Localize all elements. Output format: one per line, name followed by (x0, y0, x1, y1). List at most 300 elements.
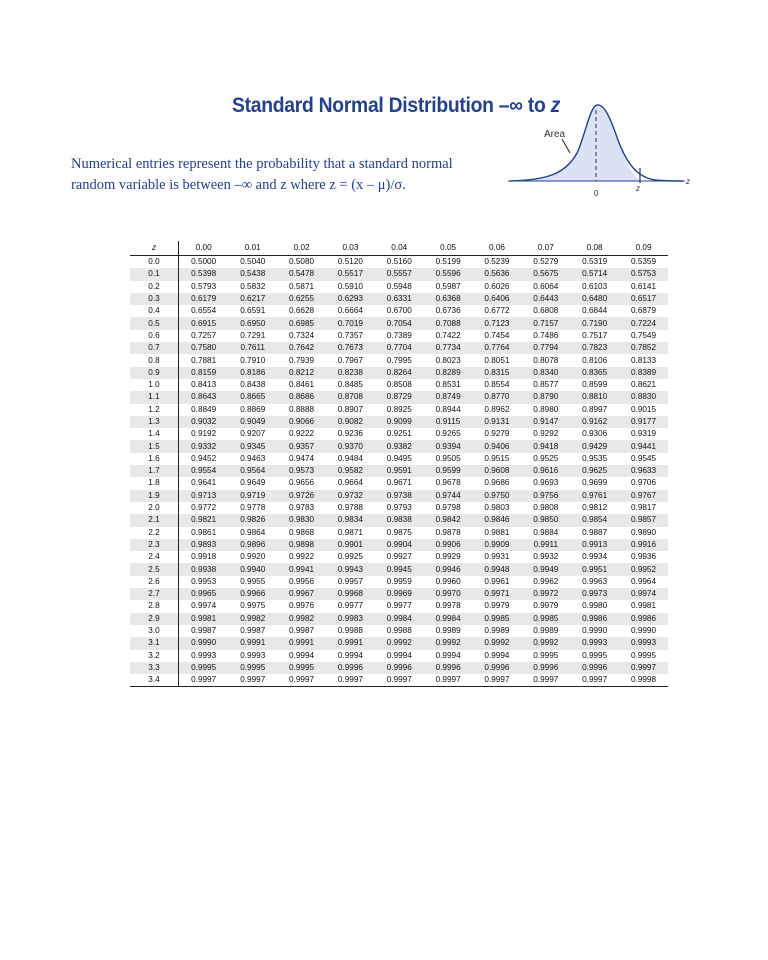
probability-cell: 0.8925 (386, 404, 412, 414)
probability-cell: 0.9649 (240, 478, 266, 488)
probability-cell: 0.9977 (337, 601, 363, 611)
probability-cell: 0.8238 (326, 367, 375, 379)
probability-cell: 0.9966 (228, 588, 277, 600)
probability-cell: 0.9887 (582, 527, 608, 537)
probability-cell: 0.6517 (619, 293, 668, 305)
probability-cell: 0.9319 (631, 429, 657, 439)
probability-cell: 0.7939 (289, 355, 315, 365)
probability-cell: 0.9974 (191, 601, 217, 611)
probability-cell: 0.9992 (424, 637, 473, 649)
table-row (130, 453, 668, 465)
probability-cell: 0.9996 (473, 662, 522, 674)
probability-cell: 0.9049 (228, 416, 277, 428)
probability-cell: 0.9884 (533, 527, 559, 537)
probability-cell: 0.9994 (289, 650, 315, 660)
probability-cell: 0.9997 (424, 674, 473, 687)
probability-cell: 0.6331 (375, 293, 424, 305)
z-value-cell: 2.8 (130, 600, 179, 612)
probability-cell: 0.6591 (240, 306, 266, 316)
probability-cell: 0.9834 (326, 514, 375, 526)
probability-cell: 0.5120 (337, 257, 363, 267)
probability-cell: 0.9545 (631, 453, 657, 463)
probability-cell: 0.9608 (473, 465, 522, 477)
probability-cell: 0.7734 (424, 342, 473, 354)
probability-cell: 0.9803 (484, 503, 510, 513)
probability-cell: 0.8186 (228, 367, 277, 379)
table-row (130, 305, 668, 317)
probability-cell: 0.9890 (631, 527, 657, 537)
probability-cell: 0.9993 (240, 650, 266, 660)
probability-cell: 0.8023 (435, 355, 461, 365)
probability-cell: 0.9732 (326, 490, 375, 502)
probability-cell: 0.9955 (240, 576, 266, 586)
probability-cell: 0.9932 (533, 552, 559, 562)
probability-cell: 0.7157 (521, 317, 570, 329)
probability-cell: 0.7764 (473, 342, 522, 354)
probability-cell: 0.9871 (337, 527, 363, 537)
probability-cell: 0.9265 (435, 429, 461, 439)
z-value-cell: 0.0 (130, 256, 179, 269)
table-row (130, 674, 668, 687)
probability-cell: 0.9664 (337, 478, 363, 488)
table-row (130, 563, 668, 575)
column-header: 0.09 (619, 241, 668, 256)
z-value-cell: 1.6 (130, 453, 179, 465)
probability-cell: 0.9292 (533, 429, 559, 439)
probability-cell: 0.5871 (289, 281, 315, 291)
probability-cell: 0.9162 (570, 416, 619, 428)
probability-cell: 0.9956 (289, 576, 315, 586)
probability-cell: 0.5793 (191, 281, 217, 291)
probability-cell: 0.9686 (484, 478, 510, 488)
probability-cell: 0.6664 (337, 306, 363, 316)
probability-cell: 0.7389 (386, 330, 412, 340)
shaded-area (510, 105, 640, 181)
probability-cell: 0.6808 (533, 306, 559, 316)
probability-cell: 0.8643 (179, 391, 229, 403)
probability-cell: 0.9693 (533, 478, 559, 488)
probability-cell: 0.8907 (337, 404, 363, 414)
probability-cell: 0.9573 (277, 465, 326, 477)
probability-cell: 0.7422 (435, 330, 461, 340)
probability-cell: 0.7580 (179, 342, 229, 354)
probability-cell: 0.9706 (631, 478, 657, 488)
probability-cell: 0.5438 (228, 268, 277, 280)
probability-cell: 0.7673 (326, 342, 375, 354)
probability-cell: 0.8621 (631, 380, 657, 390)
probability-cell: 0.9997 (570, 674, 619, 687)
table-row (130, 490, 668, 502)
probability-cell: 0.9995 (179, 662, 229, 674)
probability-cell: 0.9995 (631, 650, 657, 660)
column-header: 0.08 (570, 241, 619, 256)
probability-cell: 0.6141 (631, 281, 657, 291)
probability-cell: 0.9996 (424, 662, 473, 674)
table-row (130, 600, 668, 612)
probability-cell: 0.9969 (375, 588, 424, 600)
table-row (130, 576, 668, 588)
probability-cell: 0.8159 (179, 367, 229, 379)
table-row (130, 379, 668, 391)
probability-cell: 0.9946 (424, 563, 473, 575)
probability-cell: 0.9980 (582, 601, 608, 611)
probability-cell: 0.9990 (631, 626, 657, 636)
probability-cell: 0.5636 (473, 268, 522, 280)
title-text: Standard Normal Distribution –∞ to (232, 94, 551, 117)
z-column-header: z (130, 241, 179, 256)
probability-cell: 0.9525 (533, 453, 559, 463)
z-value-cell: 2.0 (130, 502, 179, 514)
probability-cell: 0.9943 (326, 563, 375, 575)
table-row (130, 625, 668, 637)
z-cutoff-label: z (636, 184, 640, 193)
probability-cell: 0.9992 (375, 637, 424, 649)
probability-cell: 0.9370 (326, 440, 375, 452)
probability-cell: 0.6844 (582, 306, 608, 316)
probability-cell: 0.6915 (179, 317, 229, 329)
probability-cell: 0.9970 (424, 588, 473, 600)
probability-cell: 0.7454 (484, 330, 510, 340)
z-value-cell: 0.7 (130, 342, 179, 354)
probability-cell: 0.5517 (326, 268, 375, 280)
probability-cell: 0.8051 (484, 355, 510, 365)
probability-cell: 0.9972 (521, 588, 570, 600)
probability-cell: 0.9625 (570, 465, 619, 477)
probability-cell: 0.9965 (179, 588, 229, 600)
table-row (130, 514, 668, 526)
probability-cell: 0.7794 (521, 342, 570, 354)
probability-cell: 0.9994 (435, 650, 461, 660)
table-row (130, 662, 668, 674)
z-value-cell: 1.8 (130, 477, 179, 489)
probability-cell: 0.6480 (570, 293, 619, 305)
probability-cell: 0.9898 (277, 539, 326, 551)
z-value-cell: 0.2 (130, 281, 179, 293)
probability-cell: 0.9868 (289, 527, 315, 537)
probability-cell: 0.9222 (289, 429, 315, 439)
probability-cell: 0.7967 (337, 355, 363, 365)
probability-cell: 0.9973 (570, 588, 619, 600)
probability-cell: 0.7704 (375, 342, 424, 354)
probability-cell: 0.6950 (228, 317, 277, 329)
probability-cell: 0.8340 (521, 367, 570, 379)
probability-cell: 0.7224 (619, 317, 668, 329)
probability-cell: 0.8849 (191, 404, 217, 414)
probability-cell: 0.9992 (521, 637, 570, 649)
probability-cell: 0.9505 (435, 453, 461, 463)
probability-cell: 0.6443 (521, 293, 570, 305)
probability-cell: 0.9995 (533, 650, 559, 660)
probability-cell: 0.7357 (337, 330, 363, 340)
probability-cell: 0.8686 (277, 391, 326, 403)
probability-cell: 0.6772 (484, 306, 510, 316)
probability-cell: 0.9916 (619, 539, 668, 551)
probability-cell: 0.5359 (631, 257, 657, 267)
probability-cell: 0.9934 (582, 552, 608, 562)
probability-cell: 0.9838 (375, 514, 424, 526)
probability-cell: 0.9993 (191, 650, 217, 660)
probability-cell: 0.5987 (435, 281, 461, 291)
probability-cell: 0.8461 (289, 380, 315, 390)
probability-cell: 0.9987 (289, 626, 315, 636)
probability-cell: 0.6217 (228, 293, 277, 305)
probability-cell: 0.7611 (228, 342, 277, 354)
probability-cell: 0.9988 (337, 626, 363, 636)
zero-label: 0 (594, 189, 599, 198)
table-row (130, 477, 668, 489)
probability-cell: 0.7910 (240, 355, 266, 365)
z-value-cell: 1.9 (130, 490, 179, 502)
probability-cell: 0.5596 (424, 268, 473, 280)
probability-cell: 0.6026 (484, 281, 510, 291)
z-value-cell: 3.4 (130, 674, 179, 687)
probability-cell: 0.5279 (533, 257, 559, 267)
z-value-cell: 2.4 (130, 551, 179, 563)
probability-cell: 0.8749 (424, 391, 473, 403)
table-row (130, 281, 668, 293)
z-value-cell: 3.1 (130, 637, 179, 649)
probability-cell: 0.9656 (289, 478, 315, 488)
z-value-cell: 0.3 (130, 293, 179, 305)
z-value-cell: 1.5 (130, 440, 179, 452)
probability-cell: 0.9678 (435, 478, 461, 488)
table-body (130, 256, 668, 687)
probability-cell: 0.9997 (619, 662, 668, 674)
probability-cell: 0.8264 (375, 367, 424, 379)
z-value-cell: 1.2 (130, 404, 179, 416)
z-value-cell: 0.8 (130, 354, 179, 366)
probability-cell: 0.9981 (631, 601, 657, 611)
probability-cell: 0.5478 (277, 268, 326, 280)
probability-cell: 0.8830 (619, 391, 668, 403)
z-value-cell: 2.3 (130, 539, 179, 551)
probability-cell: 0.9984 (375, 613, 424, 625)
probability-cell: 0.9995 (277, 662, 326, 674)
probability-cell: 0.5398 (179, 268, 229, 280)
probability-cell: 0.9591 (375, 465, 424, 477)
probability-cell: 0.8577 (533, 380, 559, 390)
probability-cell: 0.5199 (435, 257, 461, 267)
probability-cell: 0.9750 (473, 490, 522, 502)
table-row (130, 256, 668, 269)
z-value-cell: 1.3 (130, 416, 179, 428)
probability-cell: 0.7190 (570, 317, 619, 329)
probability-cell: 0.9861 (191, 527, 217, 537)
probability-cell: 0.9996 (570, 662, 619, 674)
probability-cell: 0.9147 (521, 416, 570, 428)
probability-cell: 0.6293 (326, 293, 375, 305)
probability-cell: 0.9357 (277, 440, 326, 452)
probability-cell: 0.9977 (386, 601, 412, 611)
z-value-cell: 0.4 (130, 305, 179, 317)
probability-cell: 0.7123 (473, 317, 522, 329)
probability-cell: 0.5557 (375, 268, 424, 280)
probability-cell: 0.9991 (326, 637, 375, 649)
probability-cell: 0.9979 (484, 601, 510, 611)
column-header: 0.05 (424, 241, 473, 256)
column-header: 0.03 (326, 241, 375, 256)
probability-cell: 0.9901 (326, 539, 375, 551)
probability-cell: 0.9959 (386, 576, 412, 586)
table-row (130, 330, 668, 342)
probability-cell: 0.9948 (473, 563, 522, 575)
probability-cell: 0.9967 (277, 588, 326, 600)
probability-cell: 0.8888 (289, 404, 315, 414)
z-value-cell: 1.1 (130, 391, 179, 403)
probability-cell: 0.8531 (435, 380, 461, 390)
normal-curve-figure (505, 98, 695, 200)
probability-cell: 0.9115 (424, 416, 473, 428)
probability-cell: 0.9953 (191, 576, 217, 586)
probability-cell: 0.9979 (533, 601, 559, 611)
probability-cell: 0.9997 (326, 674, 375, 687)
probability-cell: 0.9474 (289, 453, 315, 463)
probability-cell: 0.9767 (619, 490, 668, 502)
probability-cell: 0.9913 (570, 539, 619, 551)
probability-cell: 0.8962 (484, 404, 510, 414)
probability-cell: 0.9406 (473, 440, 522, 452)
probability-cell: 0.9015 (631, 404, 657, 414)
probability-cell: 0.6255 (277, 293, 326, 305)
probability-cell: 0.5160 (386, 257, 412, 267)
axis-z-label: z (686, 177, 690, 186)
probability-cell: 0.9332 (179, 440, 229, 452)
probability-cell: 0.9929 (435, 552, 461, 562)
probability-cell: 0.9778 (240, 503, 266, 513)
probability-cell: 0.9429 (570, 440, 619, 452)
probability-cell: 0.8729 (375, 391, 424, 403)
probability-cell: 0.8810 (570, 391, 619, 403)
probability-cell: 0.9982 (277, 613, 326, 625)
probability-cell: 0.9985 (521, 613, 570, 625)
probability-cell: 0.9345 (228, 440, 277, 452)
probability-cell: 0.5319 (582, 257, 608, 267)
probability-cell: 0.7852 (619, 342, 668, 354)
probability-cell: 0.9991 (228, 637, 277, 649)
probability-cell: 0.7324 (289, 330, 315, 340)
probability-cell: 0.7881 (191, 355, 217, 365)
probability-cell: 0.9990 (582, 626, 608, 636)
z-value-cell: 2.1 (130, 514, 179, 526)
probability-cell: 0.9996 (375, 662, 424, 674)
probability-cell: 0.9940 (228, 563, 277, 575)
probability-cell: 0.5714 (570, 268, 619, 280)
probability-cell: 0.9997 (473, 674, 522, 687)
probability-cell: 0.9306 (582, 429, 608, 439)
probability-cell: 0.9788 (337, 503, 363, 513)
probability-cell: 0.9463 (240, 453, 266, 463)
probability-cell: 0.9995 (228, 662, 277, 674)
z-value-cell: 2.9 (130, 613, 179, 625)
probability-cell: 0.9099 (375, 416, 424, 428)
probability-cell: 0.9484 (337, 453, 363, 463)
probability-cell: 0.9927 (386, 552, 412, 562)
table-row (130, 539, 668, 551)
probability-cell: 0.7291 (240, 330, 266, 340)
probability-cell: 0.9984 (424, 613, 473, 625)
probability-cell: 0.8212 (277, 367, 326, 379)
probability-cell: 0.9251 (386, 429, 412, 439)
probability-cell: 0.8289 (424, 367, 473, 379)
probability-cell: 0.9998 (619, 674, 668, 687)
z-value-cell: 1.7 (130, 465, 179, 477)
probability-cell: 0.8599 (582, 380, 608, 390)
probability-cell: 0.5675 (521, 268, 570, 280)
probability-cell: 0.7257 (191, 330, 217, 340)
probability-cell: 0.9994 (337, 650, 363, 660)
probability-cell: 0.8790 (521, 391, 570, 403)
table-row (130, 551, 668, 563)
probability-cell: 0.6554 (191, 306, 217, 316)
probability-cell: 0.9988 (386, 626, 412, 636)
table-row (130, 268, 668, 280)
probability-cell: 0.8665 (228, 391, 277, 403)
column-header: 0.00 (179, 241, 229, 256)
probability-cell: 0.6064 (533, 281, 559, 291)
probability-cell: 0.8508 (386, 380, 412, 390)
probability-cell: 0.9964 (631, 576, 657, 586)
z-value-cell: 0.9 (130, 367, 179, 379)
probability-cell: 0.9983 (326, 613, 375, 625)
probability-cell: 0.9726 (277, 490, 326, 502)
probability-cell: 0.9971 (473, 588, 522, 600)
probability-cell: 0.9982 (228, 613, 277, 625)
probability-cell: 0.9909 (473, 539, 522, 551)
z-value-cell: 0.1 (130, 268, 179, 280)
probability-cell: 0.8869 (240, 404, 266, 414)
column-header: 0.02 (277, 241, 326, 256)
description-line-1: Numerical entries represent the probability that a standard normal (71, 156, 453, 172)
probability-cell: 0.9893 (179, 539, 229, 551)
probability-cell: 0.6985 (277, 317, 326, 329)
probability-cell: 0.9975 (240, 601, 266, 611)
probability-cell: 0.9992 (473, 637, 522, 649)
z-value-cell: 3.0 (130, 625, 179, 637)
probability-cell: 0.9564 (228, 465, 277, 477)
probability-cell: 0.9738 (375, 490, 424, 502)
probability-cell: 0.9846 (473, 514, 522, 526)
probability-cell: 0.9756 (521, 490, 570, 502)
probability-cell: 0.9394 (424, 440, 473, 452)
probability-cell: 0.9418 (521, 440, 570, 452)
probability-cell: 0.7486 (533, 330, 559, 340)
probability-cell: 0.9599 (424, 465, 473, 477)
probability-cell: 0.7019 (326, 317, 375, 329)
probability-cell: 0.7549 (631, 330, 657, 340)
probability-cell: 0.9920 (240, 552, 266, 562)
z-value-cell: 0.6 (130, 330, 179, 342)
probability-cell: 0.9783 (289, 503, 315, 513)
probability-cell: 0.9941 (277, 563, 326, 575)
probability-cell: 0.9535 (582, 453, 608, 463)
probability-cell: 0.8389 (619, 367, 668, 379)
probability-cell: 0.5948 (386, 281, 412, 291)
area-label: Area (544, 129, 566, 140)
probability-cell: 0.9904 (375, 539, 424, 551)
column-header: 0.01 (228, 241, 277, 256)
probability-cell: 0.9993 (619, 637, 668, 649)
probability-cell: 0.8315 (473, 367, 522, 379)
probability-cell: 0.8708 (326, 391, 375, 403)
table-row (130, 440, 668, 452)
probability-cell: 0.9817 (631, 503, 657, 513)
column-header: 0.07 (521, 241, 570, 256)
probability-cell: 0.9808 (533, 503, 559, 513)
probability-cell: 0.8133 (631, 355, 657, 365)
z-value-cell: 0.5 (130, 317, 179, 329)
probability-cell: 0.9616 (521, 465, 570, 477)
probability-cell: 0.9857 (619, 514, 668, 526)
